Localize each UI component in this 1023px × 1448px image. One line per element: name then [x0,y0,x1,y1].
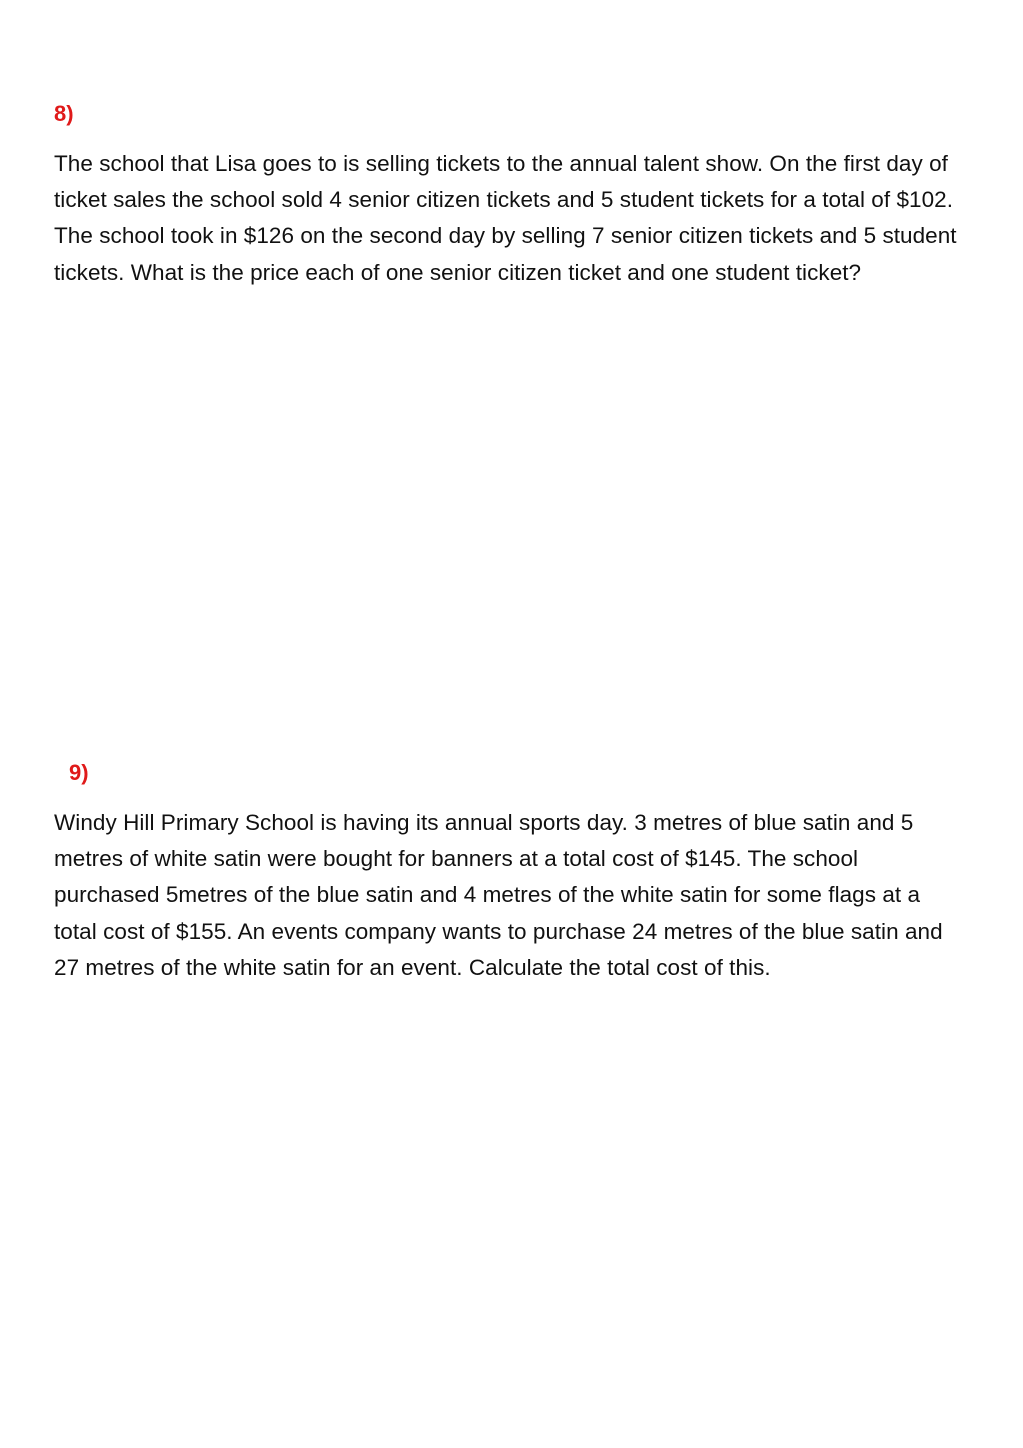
question-text: The school that Lisa goes to is selling tickets to the annual talent show. On the first day of ticket sales the school sold 4 senior citizen tickets and 5 student tickets for a total of $102. The school took in $126 on the second day by selling 7 senior citizen tickets and 5 student tickets. What is the price each of one senior citizen ticket and one student ticket? [54,151,957,285]
question-text: Windy Hill Primary School is having its annual sports day. 3 metres of blue satin and 5 metres of white satin were bought for banners at a total cost of $145. The school purchased 5metres of the blue satin and 4 metres of the white satin for some flags at a total cost of $155. An events company wants to purchase 24 metres of the blue satin and 27 metres of the white satin for an event. Calculate the total cost of this. [54,810,943,980]
question-number: 8) [54,101,74,126]
question-number: 9) [69,760,89,785]
